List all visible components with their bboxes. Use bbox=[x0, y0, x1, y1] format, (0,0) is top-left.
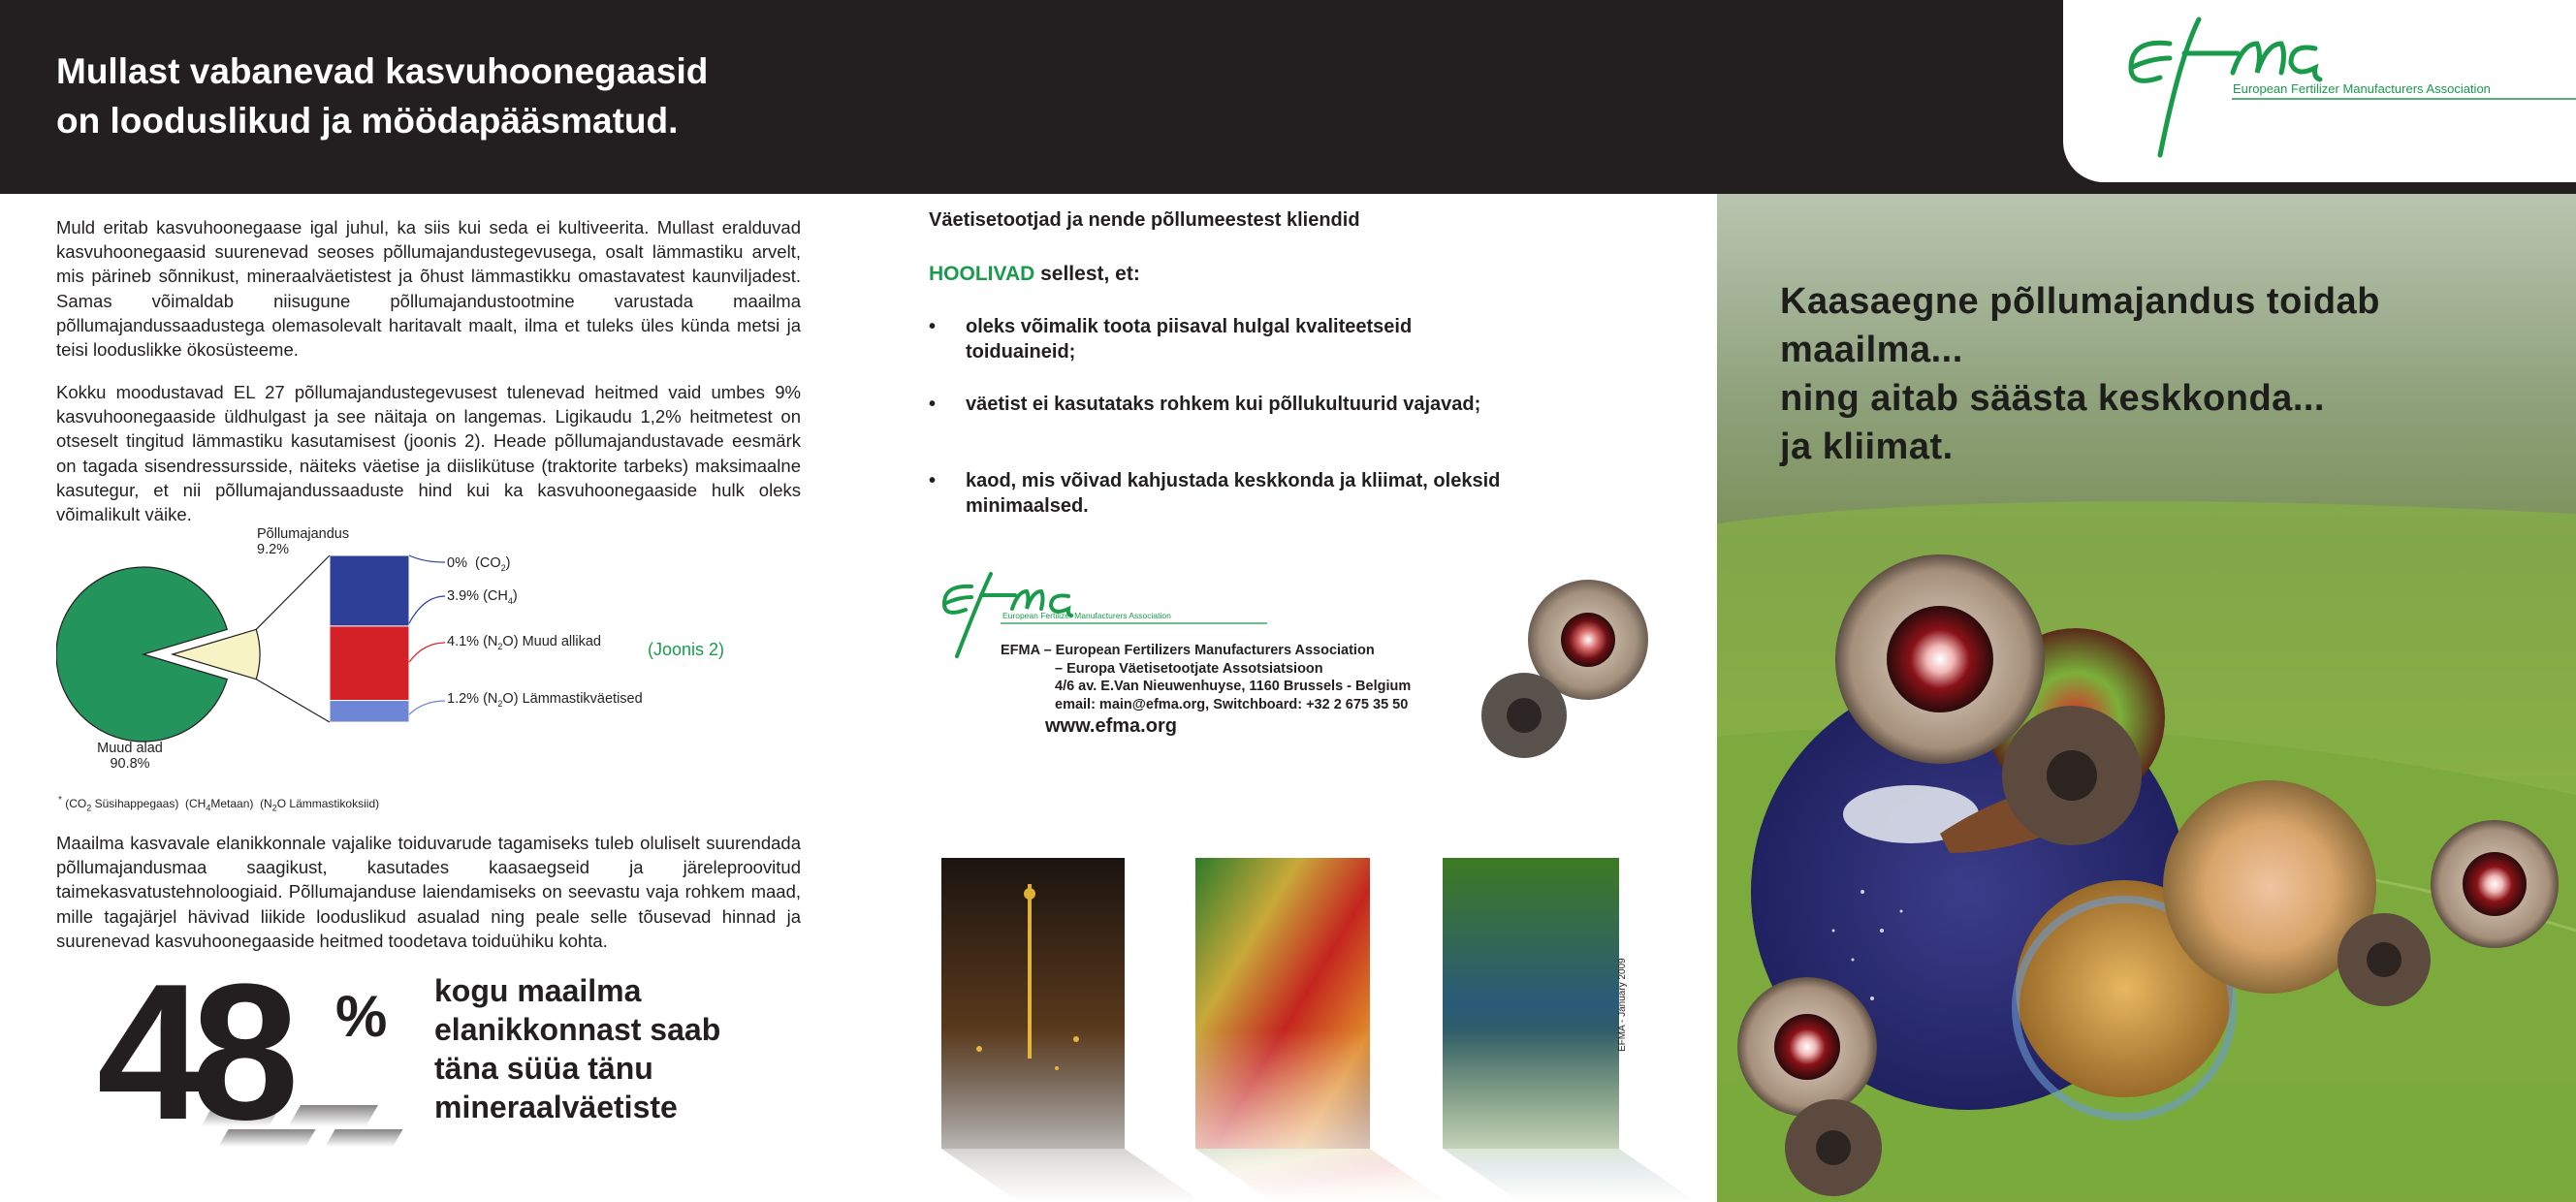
care-rest: sellest, et: bbox=[1034, 263, 1140, 285]
breakdown-label-n2o-fertilizer: 1.2% $(N_2O)$ Lämmastikväetised bbox=[447, 691, 643, 709]
paragraph-soil-emissions: Muld eritab kasvuhoonegaase igal juhul, ka siis kui seda ei kultiveerita. Mullast eralduvad kasvuhoonegaasid suurenevad seoses põllumajandustegevusega, osalt lämmastiku arvelt, mis pärineb sõnnikust, mineraalväetistest ja õhust lämmastikku omastavatest kaunviljadest. Samas võimaldab niisugune põllumajandustootmine varustada maailma põllumajandussaadustega olemasolevalt haritavalt maalt, ilma et tuleks üles künda metsi ja teisi looduslikke ökosüsteeme. bbox=[56, 217, 801, 361]
bullet-item bbox=[929, 314, 1509, 364]
breakdown-label-co2: 0% $(CO_2)$ bbox=[447, 555, 511, 573]
contact-email: email: main@efma.org, Switchboard: +32 2 675 35 50 bbox=[1055, 696, 1409, 712]
bullet-item bbox=[929, 392, 1509, 417]
label-pollumajandus bbox=[257, 526, 349, 557]
middle-care-line bbox=[929, 263, 1140, 286]
breakdown-label-ch4: 3.9% $(CH_4)$ bbox=[447, 588, 518, 606]
stat-percent: % bbox=[335, 984, 388, 1049]
small-logo-tagline: European Fertilizer Manufacturers Association bbox=[1002, 611, 1171, 620]
right-panel-title bbox=[1780, 277, 2556, 471]
connector-bottom bbox=[256, 680, 330, 722]
label-muud-alad bbox=[96, 741, 164, 772]
leader-ch4 bbox=[409, 596, 445, 623]
stat-text: kogu maailma elanikkonnast saab täna süüa tänu mineraalväetiste bbox=[434, 973, 721, 1124]
photo-strips bbox=[940, 855, 1716, 1202]
leader-co2 bbox=[409, 555, 445, 562]
bullet-dot: • bbox=[929, 470, 937, 491]
title-line-2: on looduslikud ja möödapääsmatud. bbox=[56, 101, 679, 141]
bullet-text: väetist ei kasutataks rohkem kui põllukultuurid vajavad; bbox=[966, 394, 1481, 415]
paragraph-population: Maailma kasvavale elanikkonnale vajalike toiduvarude tagamiseks tuleb oluliselt suurendada põllumajandusmaa saagikust, kasutades kaasaegseid ja järeleproovitud taimekasvatustehnoloogiaid. Põllumajanduse laiendamiseks on seevastu vaja rohkem maad, mille tagajärjel hävivad liikide looduslikud asualad ning peale selle tõusevad hinnad ja suurenevad kasvuhoonegaaside heitmed toodetava toiduühiku kohta. bbox=[56, 833, 801, 951]
contact-block bbox=[1001, 642, 1411, 739]
bullet-item bbox=[929, 468, 1509, 519]
chart-footnote: * ($CO_2$ Süsihappegaas) $(CH_4Metaan)$ ($N_2O$ Lämmastikoksiid) bbox=[58, 795, 380, 813]
contact-line: EFMA – European Fertilizers Manufacturers Association bbox=[1001, 643, 1375, 658]
connector-top bbox=[256, 555, 330, 629]
breakdown-connectors bbox=[256, 555, 330, 722]
stack-segment-n2o-other bbox=[330, 626, 409, 701]
right-title-line: ning aitab säästa keskkonda... bbox=[1780, 378, 2325, 419]
granule-globes bbox=[1474, 572, 1668, 766]
right-title-line: Kaasaegne põllumajandus toidab bbox=[1780, 281, 2380, 322]
stack-segment-ch4 bbox=[330, 555, 409, 626]
label-muud-alad-name: Muud alad bbox=[97, 741, 163, 756]
photo-credit: EFMA - January 2009 bbox=[1617, 958, 1628, 1052]
stack-segment-n2o-fertilizer bbox=[330, 701, 409, 722]
title-line-1: Mullast vabanevad kasvuhoonegaasid bbox=[56, 51, 709, 91]
label-pollumajandus-name: Põllumajandus bbox=[257, 526, 350, 542]
leader-n2o-fertilizer bbox=[409, 701, 445, 714]
page-title bbox=[56, 47, 1123, 145]
paragraph-eu-emissions: Kokku moodustavad EL 27 põllumajandustegevusest tulenevad heitmed vaid umbes 9% kasvuhoonegaaside üldhulgast ja see näitaja on langemas. Ligikaudu 1,2% heitmetest on otseselt tingitud lämmastiku kasutamisest (joonis 2). Heade põllumajandustavade eesmärk on tagada sisendressursside, näiteks väetise ja diislikütuse (traktorite tarbeks) maksimaalne kasutegur, et nii põllumajandussaaduste hind kui ka kasvuhoonegaaside hulk oleks võimalikult väike. bbox=[56, 382, 801, 525]
breakdown-label-n2o-other: 4.1% $(N_2O)$ Muud allikad bbox=[447, 634, 601, 651]
right-title-line: ja kliimat. bbox=[1780, 427, 1954, 467]
bullet-dot: • bbox=[929, 394, 937, 415]
bullet-dot: • bbox=[929, 316, 937, 337]
middle-intro: Väetisetootjad ja nende põllumeestest kliendid bbox=[929, 209, 1360, 231]
label-leaders bbox=[409, 555, 445, 714]
contact-line: – Europa Väetisetootjate Assotsiatsioon bbox=[1055, 660, 1323, 677]
breakdown-stack bbox=[330, 555, 409, 722]
bullet-text: kaod, mis võivad kahjustada keskkonda ja kliimat, oleksid minimaalsed. bbox=[966, 470, 1501, 517]
label-muud-alad-value: 90.8% bbox=[110, 756, 150, 772]
logo-panel bbox=[2063, 0, 2576, 182]
bullet-text: oleks võimalik toota piisaval hulgal kvaliteetseid toiduaineid; bbox=[966, 316, 1413, 363]
contact-line: 4/6 av. E.Van Nieuwenhuyse, 1160 Brussels - Belgium bbox=[1055, 679, 1412, 694]
logo-tagline: European Fertilizer Manufacturers Association bbox=[2233, 81, 2491, 96]
right-title-line: maailma... bbox=[1780, 330, 1963, 370]
efma-logo bbox=[2063, 0, 2576, 182]
website-link[interactable]: www.efma.org bbox=[1045, 715, 1177, 737]
stat-number: 48 bbox=[97, 944, 286, 1160]
care-highlight: HOOLIVAD bbox=[929, 263, 1035, 285]
label-pollumajandus-value: 9.2% bbox=[257, 542, 290, 557]
figure-caption: (Joonis 2) bbox=[648, 640, 725, 659]
leader-n2o-other bbox=[409, 643, 445, 662]
